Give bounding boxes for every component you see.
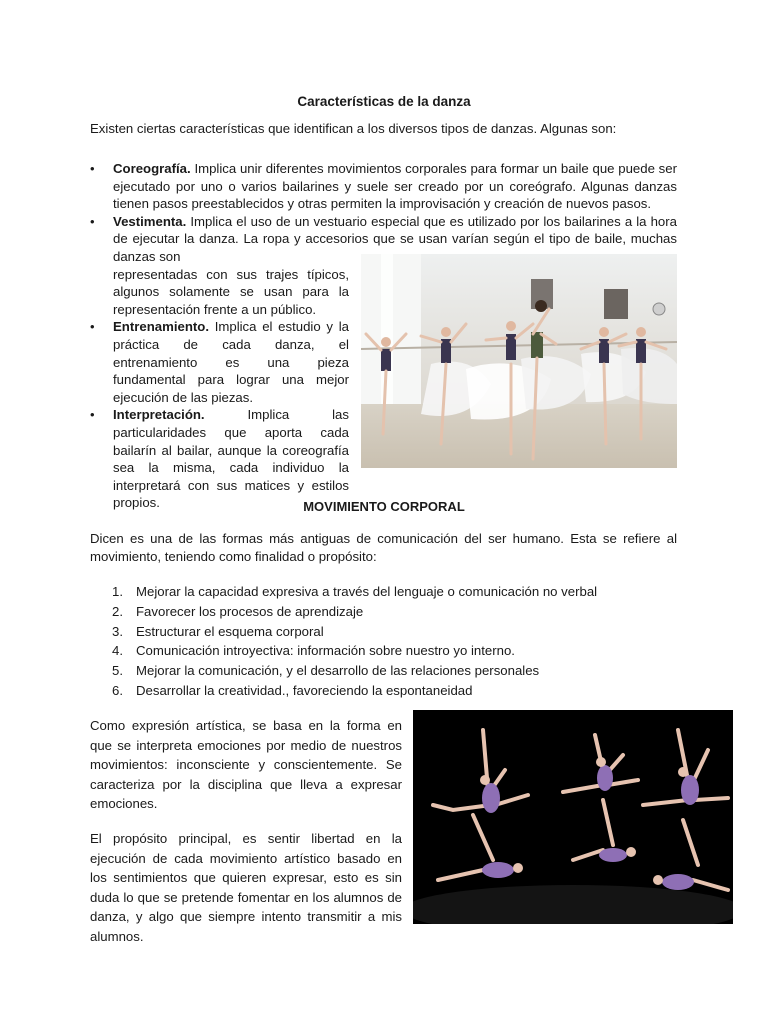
list-item: • Vestimenta. Implica el uso de un vestuario especial que es utilizado por los bailarines a la hora de ejecutar la danza. La ropa y accesorios que se usan varían según el tipo de baile, muchas danzas son representadas con sus trajes típicos, algunos solamente se usan para la representación frente a un público. (90, 213, 677, 319)
list-item: • Entrenamiento. Implica el estudio y la práctica de cada danza, el entrenamiento es una pieza fundamental para lograr una mejor ejecución de las piezas. (90, 318, 349, 406)
bullet-continuation: representadas con sus trajes típicos, algunos solamente se usan para la representación frente a un público. (113, 266, 349, 317)
ballet-class-photo (361, 254, 677, 468)
list-item: 4. Comunicación introyectiva: información sobre nuestro yo interno. (112, 643, 515, 659)
bullet-term: Vestimenta. (113, 213, 187, 229)
bullet-term: Entrenamiento. (113, 319, 209, 335)
list-item: 3. Estructurar el esquema corporal (112, 623, 324, 639)
intro-paragraph: Existen ciertas características que identifican a los diversos tipos de danzas. Algunas son: (90, 121, 617, 136)
list-item: • Coreografía. Implica unir diferentes movimientos corporales para formar un baile que puede ser ejecutado por uno o varios bailarines y suele ser creado por un coreógrafo. Algunas danzas tienen pasos preestablecidos y otras permiten la improvisación y creación de nuevos pasos. (90, 160, 677, 213)
list-item: 2. Favorecer los procesos de aprendizaje (112, 603, 364, 619)
body-paragraph: El propósito principal, es sentir libertad en la ejecución de cada movimiento artístico basado en los sentimientos que quieren expresar, esto es sin duda lo que se pretende fomentar en los alumnos de danza, y algo que siempre intento transmitir a mis alumnos. (90, 831, 402, 944)
bullet-term: Interpretación. (113, 407, 205, 423)
numbered-list (112, 583, 672, 702)
page-title: Características de la danza (297, 94, 471, 109)
list-item: 5. Mejorar la comunicación, y el desarrollo de las relaciones personales (112, 663, 540, 679)
bullet-term: Coreografía. (113, 161, 191, 176)
list-item: 6. Desarrollar la creatividad., favoreciendo la espontaneidad (112, 682, 473, 698)
list-item: 1. Mejorar la capacidad expresiva a través del lenguaje o comunicación no verbal (112, 584, 598, 599)
body-paragraph: Dicen es una de las formas más antiguas de comunicación del ser humano. Esta se refiere al movimiento, teniendo como finalidad o propósito: (90, 531, 677, 564)
dance-performance-photo (413, 710, 733, 924)
body-paragraph: Como expresión artística, se basa en la forma en que se interpreta emociones por medio de nuestros movimientos: inconsciente y conscientemente. Se caracteriza por la disciplina que lleva a expresar emociones. (90, 718, 402, 812)
section-heading: MOVIMIENTO CORPORAL (303, 499, 465, 514)
list-item: • Interpretación. Implica las particularidades que aporta cada bailarín al bailar, aunque la coreografía sea la misma, cada individuo la interpretará con sus matices y estilos propios. (90, 406, 349, 512)
